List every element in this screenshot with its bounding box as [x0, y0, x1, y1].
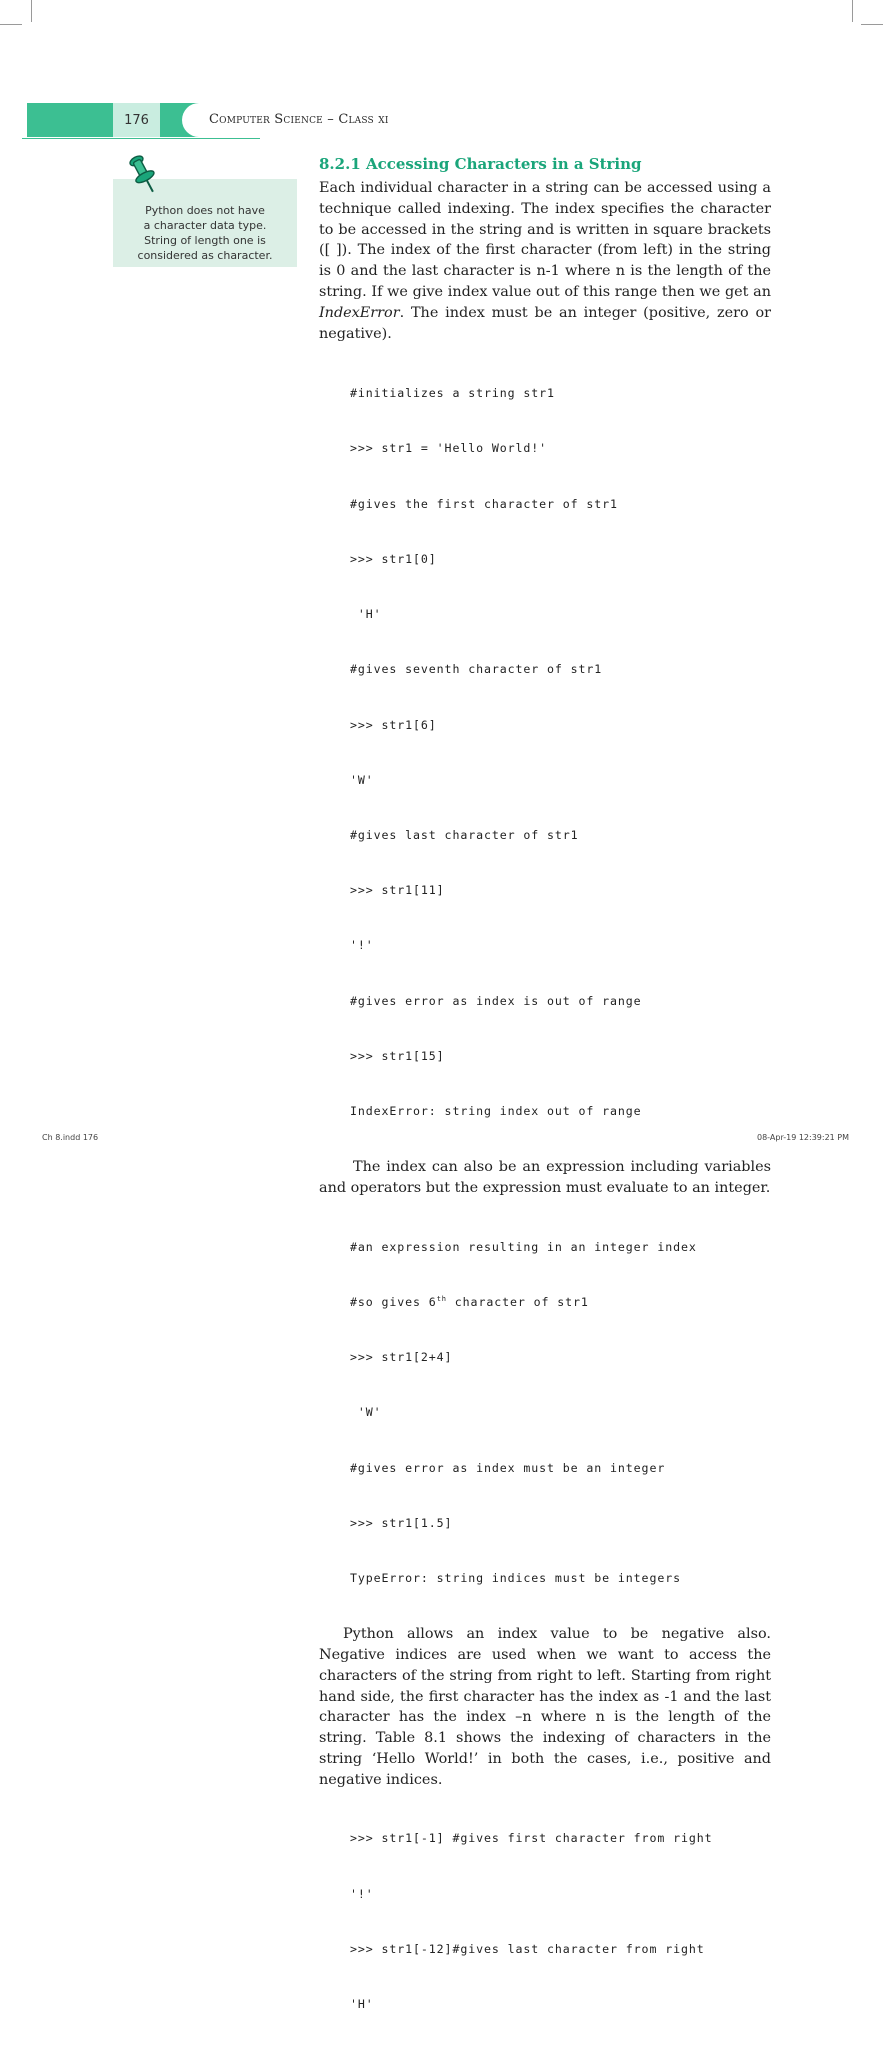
code-line: #gives seventh character of str1: [350, 662, 603, 677]
side-note-line: String of length one is: [144, 234, 266, 247]
paragraph-indexing: [319, 178, 771, 344]
code-line: [350, 1293, 771, 1311]
code-line: >>> str1[-1] #gives first character from right: [350, 1831, 713, 1846]
footer-timestamp: 08-Apr-19 12:39:21 PM: [757, 1133, 850, 1142]
code-line: >>> str1 = 'Hello World!': [350, 441, 548, 456]
crop-mark: [31, 0, 32, 22]
code-line: IndexError: string index out of range: [350, 1104, 642, 1119]
code-text: character of str1: [446, 1294, 589, 1309]
crop-mark: [861, 24, 883, 25]
code-line: >>> str1[6]: [350, 717, 437, 732]
code-line: >>> str1[11]: [350, 883, 445, 898]
side-note-text: [113, 203, 297, 263]
superscript: th: [436, 1294, 447, 1303]
code-line: #an expression resulting in an integer index: [350, 1239, 697, 1254]
code-line: #gives last character of str1: [350, 827, 579, 842]
code-block-3: [319, 1793, 771, 2050]
index-error-term: IndexError: [319, 304, 400, 321]
code-line: >>> str1[2+4]: [350, 1350, 453, 1365]
page-number: 176: [113, 103, 160, 137]
crop-mark: [0, 24, 22, 25]
side-note-line: a character data type.: [143, 219, 267, 232]
paragraph-text: . The index must be an integer (positive, zero or negative).: [319, 304, 771, 342]
code-line: '!': [350, 938, 374, 953]
side-note-line: Python does not have: [145, 204, 265, 217]
side-note-line: considered as character.: [137, 249, 273, 262]
code-text: #so gives 6: [350, 1294, 437, 1309]
section-heading: 8.2.1 Accessing Characters in a String: [319, 155, 642, 173]
running-title: Computer Science – Class xi: [209, 112, 389, 127]
code-line: TypeError: string indices must be integers: [350, 1570, 681, 1585]
footer-file-info: Ch 8.indd 176: [42, 1133, 99, 1142]
main-column: [319, 152, 771, 2050]
paragraph-text: Each individual character in a string can be accessed using a technique called indexing. The index specifies the character to be accessed in the string and is written in square brackets ([ ]). The index of the first character (from left) in the string is 0 and the last character is n-1 where n is the length of the string. If we give index value out of this range then we get an: [319, 180, 771, 300]
code-line: >>> str1[15]: [350, 1048, 445, 1063]
crop-mark: [852, 0, 853, 22]
paragraph-negative-indices: Python allows an index value to be negative also. Negative indices are used when we want to access the characters of the string from right to left. Starting from right hand side, the first character has the index as -1 and the last character has the index –n where n is the length of the string. Table 8.1 shows the indexing of characters in the string ‘Hello World!’ in both the cases, i.e., positive and negative indices.: [319, 1626, 771, 1788]
code-block-1: [319, 347, 771, 1157]
code-line: #gives error as index is out of range: [350, 993, 642, 1008]
code-line: 'H': [350, 1997, 374, 2012]
code-line: '!': [350, 1886, 374, 1901]
code-line: 'H': [350, 607, 382, 622]
code-line: 'W': [350, 772, 374, 787]
code-line: #gives error as index must be an integer: [350, 1460, 666, 1475]
code-line: #initializes a string str1: [350, 386, 555, 401]
code-line: >>> str1[0]: [350, 551, 437, 566]
code-line: >>> str1[-12]#gives last character from right: [350, 1941, 705, 1956]
code-line: #gives the first character of str1: [350, 496, 618, 511]
code-line: >>> str1[1.5]: [350, 1515, 453, 1530]
pushpin-icon: [124, 150, 166, 200]
code-line: 'W': [350, 1405, 382, 1420]
paragraph-expression: The index can also be an expression including variables and operators but the expression must evaluate to an integer.: [319, 1159, 771, 1197]
code-block-2: [319, 1201, 771, 1624]
header-rule: [22, 138, 260, 139]
